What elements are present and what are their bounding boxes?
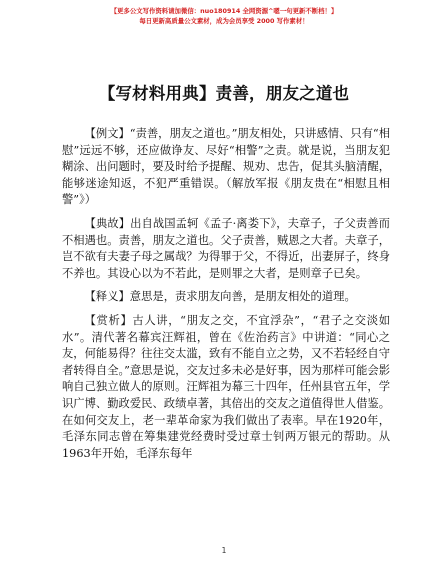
document-body bbox=[62, 126, 390, 469]
banner-line-1: 【更多公文写作资料请加微信：nuo180914 全网资源^嗯一句更新不断档！】 bbox=[110, 7, 338, 15]
paragraph-tag: 【例文】 bbox=[84, 127, 130, 140]
paragraph-text: 古人讲，“朋友之交，不宜浮杂”，“君子之交淡如水”。清代著名幕宾汪辉祖，曾在《佐治药言》中讲道：“同心之友，何能易得？往往交太滥，致有不能自立之势，又不若轻经自守者转得自全。”意思是说，交友过多未必是好事，因为那样可能会影响自己独立做人的原则。汪辉祖为幕三十四年，任州县官五年，学识广博、勤政爱民、政绩卓著，其倍出的交友之道值得世人借鉴。在如何交友上，老一辈革命家为我们做出了表率。早在1920年，毛泽东同志曾在筹集建党经费时受过章士钊两万银元的帮助。从1963年开始，毛泽东每年 bbox=[62, 313, 390, 460]
banner-line-2: 每日更新高质量公文素材，成为会员享受 2000 写作素材！ bbox=[139, 17, 309, 25]
header-banner bbox=[0, 6, 448, 26]
paragraph-tag: 【赏析】 bbox=[84, 313, 133, 327]
page-title: 【写材料用典】责善，朋友之道也 bbox=[98, 84, 350, 103]
paragraph-text: 出自战国孟轲《孟子·离娄下》，夫章子，子父责善而不相遇也。责善，朋友之道也。父子责善，贼恩之大者。夫章子，岂不欲有夫妻子母之属哉？为得罪于父，不得近，出妻屏子，终身不养也。其设心以为不若此，是则罪之大者，是则章子已矣。 bbox=[62, 216, 390, 280]
paragraph-text: “责善，朋友之道也。”朋友相处，只讲感情、只有“相慰”远远不够，还应做诤友、尽好“相警”之责。就是说，当朋友犯糊涂、出问题时，要及时给予提醒、规劝、忠告，促其头脑清醒，能够迷途知返，不犯严重错误。（解放军报《朋友贵在“相慰且相警”》） bbox=[62, 127, 391, 207]
page-number: 1 bbox=[221, 546, 227, 555]
paragraph-tag: 【释义】 bbox=[84, 290, 130, 304]
paragraph-text: 意思是，责求朋友向善，是朋友相处的道理。 bbox=[129, 290, 356, 304]
paragraph-analysis bbox=[62, 313, 390, 462]
paragraph-tag: 【典故】 bbox=[84, 216, 131, 230]
paragraph-meaning bbox=[62, 289, 390, 306]
paragraph-example bbox=[62, 126, 390, 209]
paragraph-allusion bbox=[62, 216, 390, 282]
